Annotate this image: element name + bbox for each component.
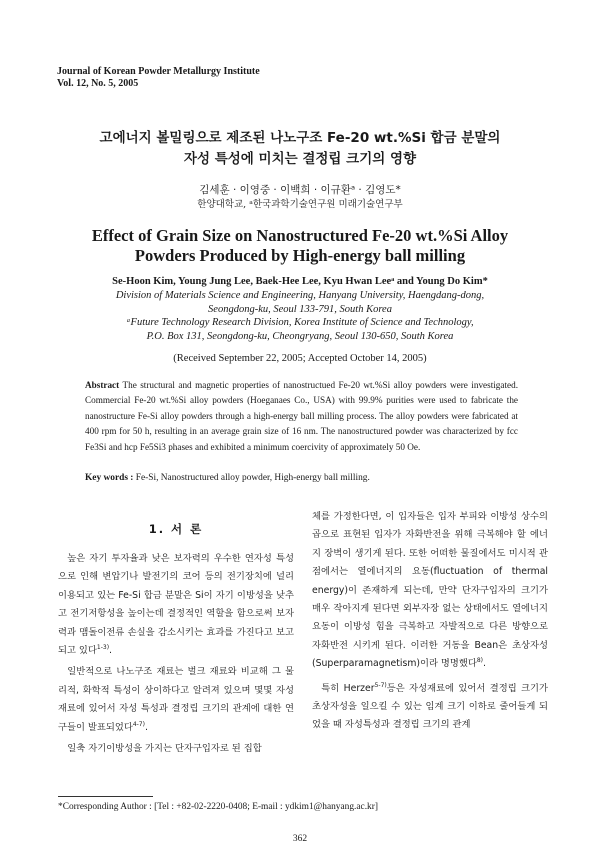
english-title [0,226,600,266]
paragraph-text: 체를 가정한다면, 이 입자들은 입자 부피와 이방성 상수의 곱으로 표현된 입자가 자화반전을 위해 극복해야 할 에너지 장벽이 생기게 된다. 또한 어떠한 물질에서도 미시적 관점에서는 열에너지의 요동(fluctuation of thermal energy)이 존재하게 되는데, 만약 단자구입자의 크기가 매우 작아지게 된다면 외부자장 없는 상태에서도 열에너지 요동이 이방성 힘을 극복하고 자발적으로 다른 방향으로 자화반전 시키게 된다. 이러한 거동을 Bean은 초상자성(Superparamagnetism)이라 명명했다 [312,511,548,670]
keywords-label: Key words : [85,473,134,483]
korean-title [0,128,600,170]
citation-ref: 5-7) [374,681,387,689]
english-authors: Se-Hoon Kim, Young Jung Lee, Baek-Hee Lee, Kyu Hwan Leeᵃ and Young Do Kim* [112,276,488,287]
journal-name: Journal of Korean Powder Metallurgy Institute [57,66,260,77]
affiliation-line: Division of Materials Science and Engineering, Hanyang University, Haengdang-dong, [115,290,485,301]
paragraph-text: 특히 Herzer [321,682,375,694]
abstract-label: Abstract [85,380,120,390]
journal-header [57,66,260,90]
paragraph [312,508,548,674]
keywords-text: Fe-Si, Nanostructured alloy powder, High-energy ball milling. [135,473,370,483]
corresponding-author-footnote: *Corresponding Author : [Tel : +82-02-2220-0408; E-mail : ydkim1@hanyang.ac.kr] [58,802,378,812]
affiliation-line: P.O. Box 131, Seongdong-ku, Cheongryang, Seoul 130-650, South Korea [146,330,454,342]
page-number: 362 [292,834,308,844]
paragraph-text: 일축 자기이방성을 가지는 단자구입자로 된 집합 [67,743,262,755]
affiliation-line: ᵃFuture Technology Research Division, Korea Institute of Science and Technology, [126,317,474,329]
affiliation-line: Seongdong-ku, Seoul 133-791, South Korea [208,303,392,315]
body-column-left [58,508,294,758]
korean-title-line1: 고에너지 볼밀링으로 제조된 나노구조 Fe-20 wt.%Si 합금 분말의 [99,130,501,146]
body-column-right [312,508,548,735]
journal-volume: Vol. 12, No. 5, 2005 [57,78,139,89]
paragraph-end: . [144,721,148,733]
paragraph-text: 등은 자성재료에 있어서 결정립 크기가 초상자성을 일으킬 수 있는 임계 크기 이하로 줄어들게 되었을 때 자성특성과 결정립 크기의 관계 [312,682,549,731]
korean-affiliation: 한양대학교, ᵃ한국과학기술연구원 미래기술연구부 [197,199,403,210]
english-affiliation [0,289,600,343]
section-heading: 1. 서 론 [148,522,204,536]
korean-authors: 김세훈 · 이영중 · 이백희 · 이규환ᵃ · 김영도* [199,184,401,196]
english-title-line2: Powders Produced by High-energy ball milling [134,246,466,265]
received-dates: (Received September 22, 2005; Accepted October 14, 2005) [173,353,427,364]
paragraph-end: . [109,645,112,657]
english-title-line1: Effect of Grain Size on Nanostructured Fe-20 wt.%Si Alloy [91,226,509,245]
abstract-text: The structural and magnetic properties of nanostructued Fe-20 wt.%Si alloy powders were investigated. Commercial Fe-20 wt.%Si alloy powders (Hoeganaes Co., USA) with 99.9% purities were used to fabricate the nanostructure Fe-Si alloy powders through a high-energy ball milling process. The alloy powders were fabricated at 400 rpm for 50 h, resulting in an average grain size of 16 nm. The nanostructured powder was characterized by fcc Fe3Si and hcp Fe5Si3 phases and exhibited a minimum coercivity of approximately 50 Oe. [85,380,518,452]
citation-ref: 4-7) [132,720,145,728]
paragraph [58,663,294,737]
citation-ref: 1-3) [96,643,110,651]
paragraph-text: 높은 자기 투자율과 낮은 보자력의 우수한 연자성 특성으로 인해 변압기나 발전기의 코어 등의 전기장치에 널리 이용되고 있는 Fe-Si 합금 분말은 Si이 자기 이방성을 낮추고 전기저항성을 높이는데 결정적인 역할을 함으로써 보자력과 맴돌이전류 손실을 감소시키는 효과를 가진다고 보고되고 있다 [58,553,294,657]
paragraph [58,550,294,660]
korean-title-line2: 자성 특성에 미치는 결정립 크기의 영향 [183,151,417,167]
footnote-rule [58,796,153,797]
paragraph-text: 일반적으로 나노구조 재료는 벌크 재료와 비교해 그 물리적, 화학적 특성이 상이하다고 알려져 있으며 몇몇 자성 재료에 있어서 자성 특성과 결정립 크기의 관계에 대한 연구들이 발표되었다 [58,666,294,733]
keywords [85,472,518,485]
paragraph [58,740,294,758]
citation-ref: 8) [476,657,484,665]
paragraph [312,680,548,735]
abstract [85,378,518,455]
paragraph-end: . [483,658,486,670]
